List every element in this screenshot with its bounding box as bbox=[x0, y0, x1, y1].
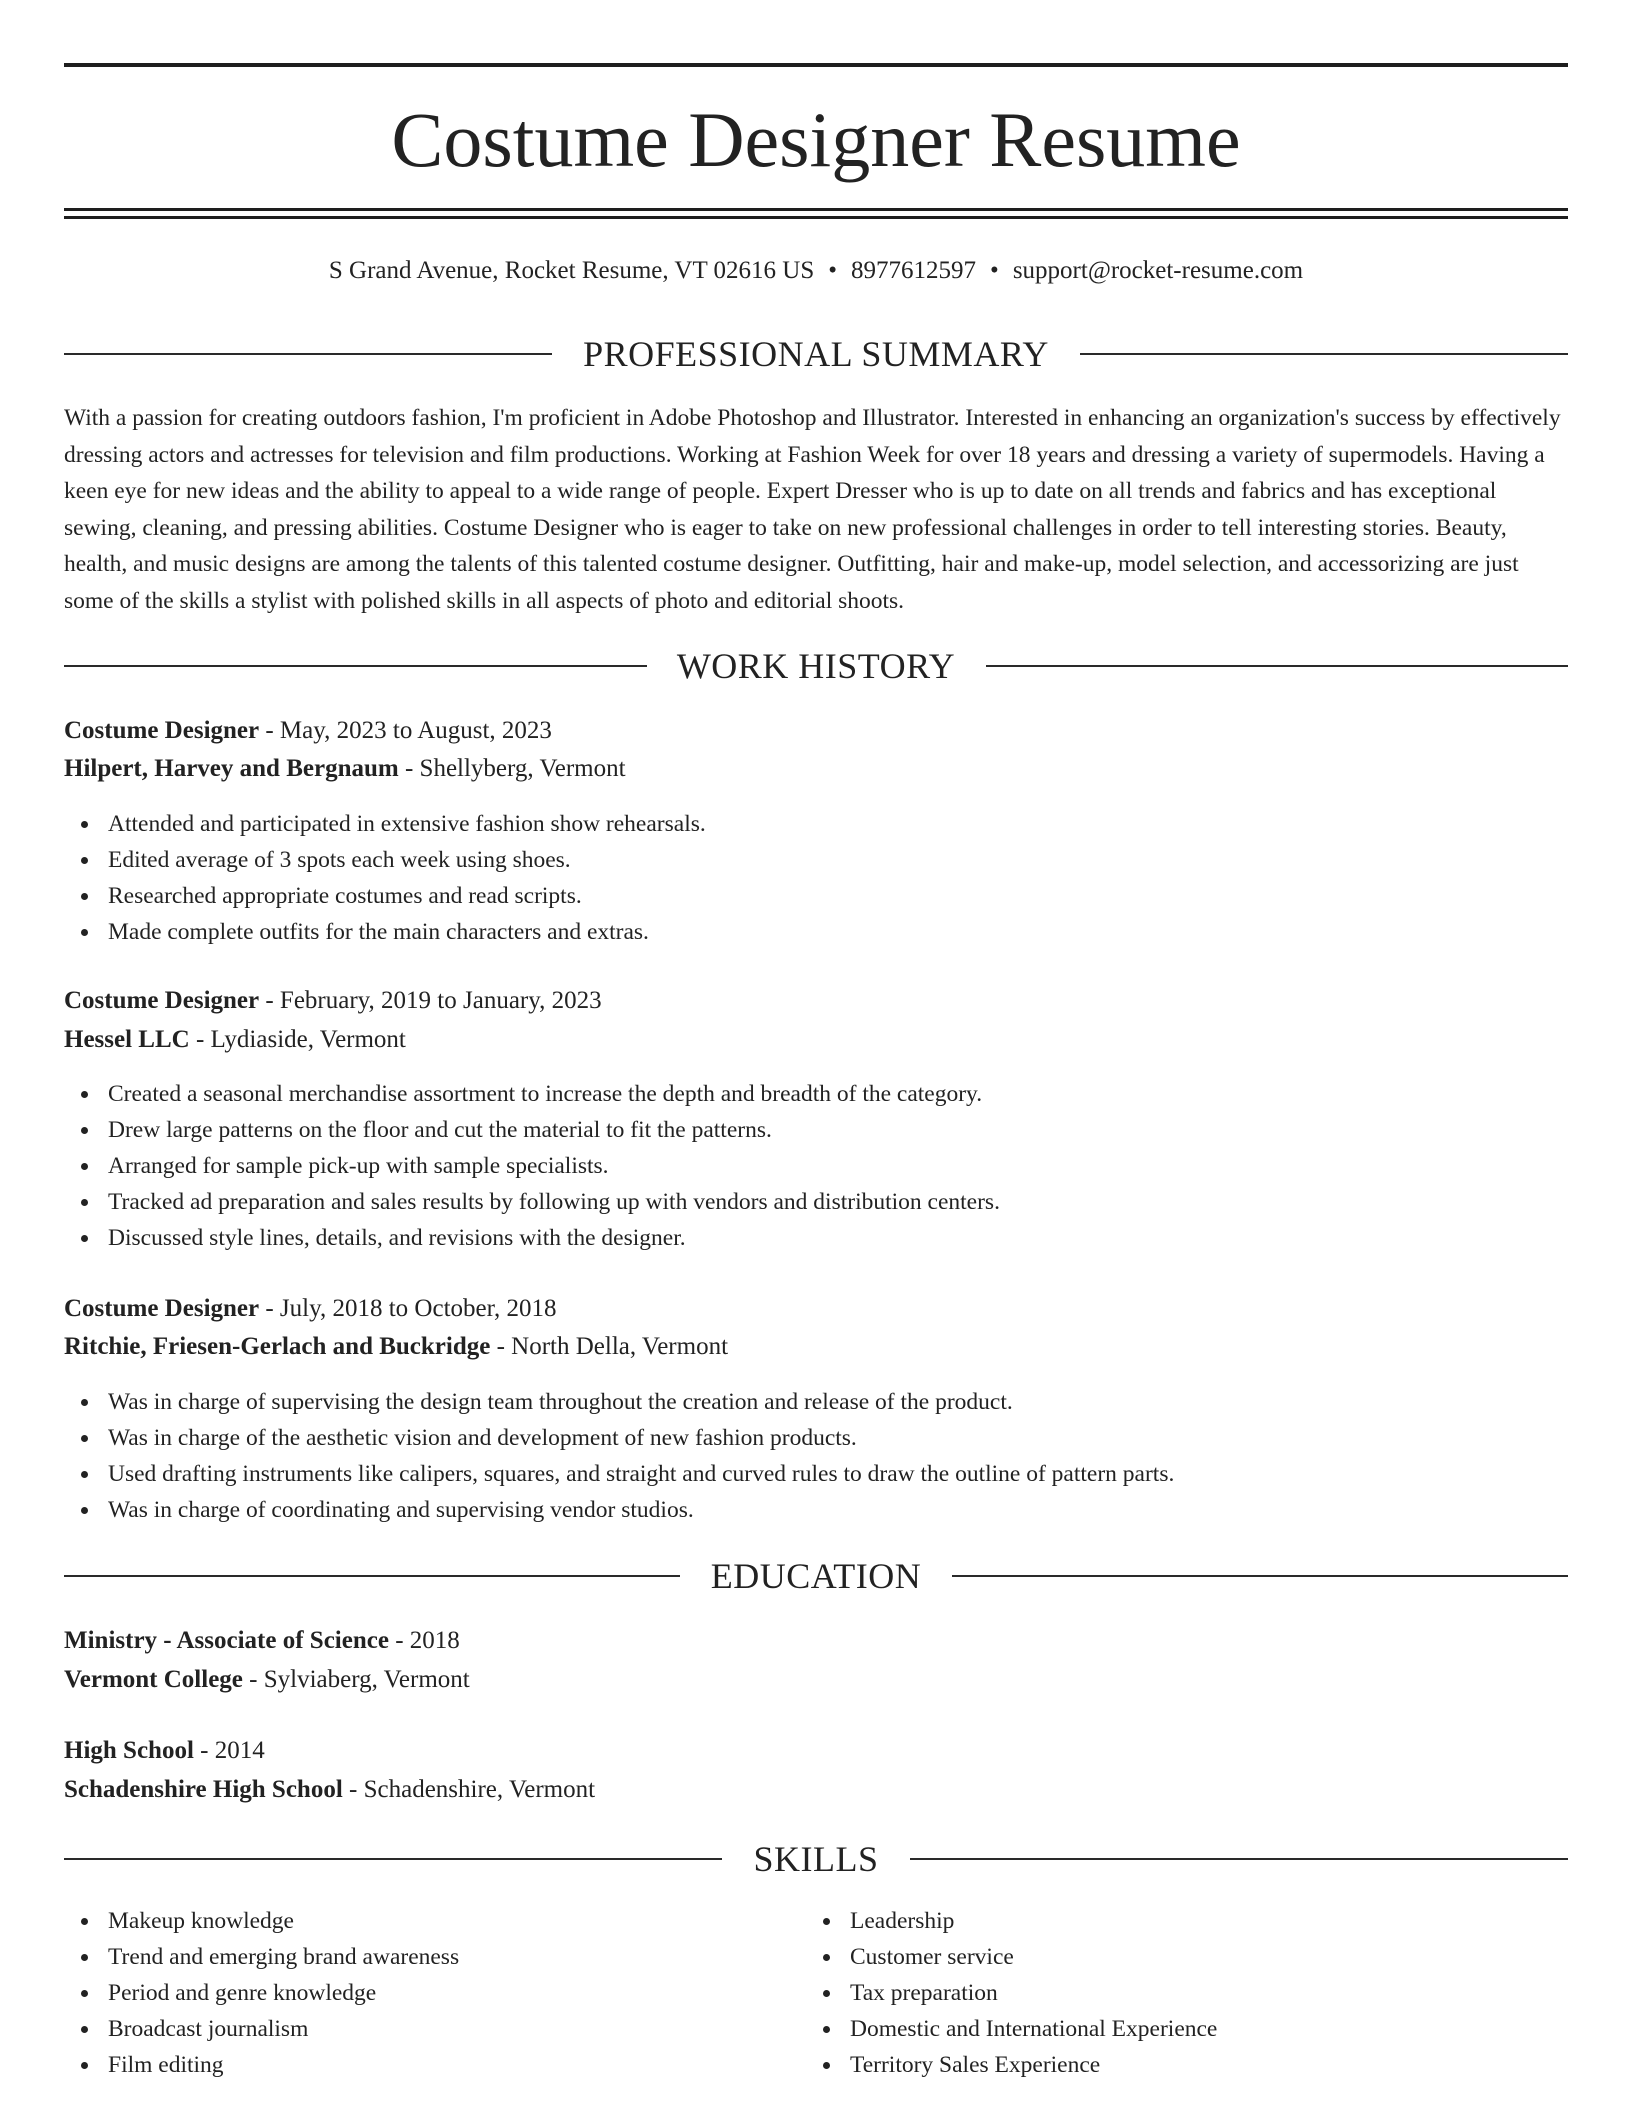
job-title-line bbox=[64, 983, 1568, 1019]
job-employer-line bbox=[64, 1022, 1568, 1058]
list-item: Discussed style lines, details, and revisions with the designer. bbox=[64, 1220, 1568, 1256]
section-title: SKILLS bbox=[753, 1839, 879, 1879]
education-degree-line bbox=[64, 1623, 1568, 1659]
contact-address: S Grand Avenue, Rocket Resume, VT 02616 US bbox=[328, 257, 815, 284]
contact-email[interactable]: support@rocket-resume.com bbox=[1012, 257, 1304, 284]
section-heading-summary bbox=[64, 332, 1568, 376]
education-location: - Schadenshire, Vermont bbox=[342, 1776, 596, 1803]
section-heading-skills bbox=[64, 1837, 1568, 1881]
job-location: - Shellyberg, Vermont bbox=[398, 755, 626, 782]
job-employer-line bbox=[64, 751, 1568, 787]
contact-line bbox=[64, 253, 1568, 289]
list-item: Used drafting instruments like calipers, squares, and straight and curved rules to draw the outline of pattern parts. bbox=[64, 1456, 1568, 1492]
page-title: Costume Designer Resume bbox=[391, 96, 1241, 183]
job-location: - Lydiaside, Vermont bbox=[189, 1026, 406, 1053]
list-item: Was in charge of the aesthetic vision and development of new fashion products. bbox=[64, 1420, 1568, 1456]
list-item: Makeup knowledge bbox=[64, 1903, 764, 1939]
job-title-line bbox=[64, 1291, 1568, 1327]
skills-list-right bbox=[806, 1903, 1568, 2083]
list-item: Film editing bbox=[64, 2047, 764, 2083]
list-item: Arranged for sample pick-up with sample specialists. bbox=[64, 1148, 1568, 1184]
job-title: Costume Designer bbox=[64, 717, 260, 744]
job-title: Costume Designer bbox=[64, 987, 260, 1014]
list-item: Domestic and International Experience bbox=[806, 2011, 1568, 2047]
education-year: - 2014 bbox=[193, 1737, 265, 1764]
list-item: Leadership bbox=[806, 1903, 1568, 1939]
list-item: Drew large patterns on the floor and cut the material to fit the patterns. bbox=[64, 1112, 1568, 1148]
list-item: Was in charge of coordinating and supervising vendor studios. bbox=[64, 1492, 1568, 1528]
skills-list-left bbox=[64, 1903, 764, 2083]
job-bullets bbox=[64, 806, 1568, 950]
section-title: EDUCATION bbox=[710, 1556, 922, 1596]
section-heading-work-history bbox=[64, 644, 1568, 688]
education-school: Vermont College bbox=[64, 1666, 243, 1693]
header-top-rule bbox=[64, 63, 1568, 67]
section-title: WORK HISTORY bbox=[676, 646, 956, 686]
job-employer: Hilpert, Harvey and Bergnaum bbox=[64, 755, 399, 782]
education-year: - 2018 bbox=[388, 1627, 460, 1654]
job-dates: - February, 2019 to January, 2023 bbox=[259, 987, 602, 1014]
header-rule-lower bbox=[64, 216, 1568, 219]
list-item: Tracked ad preparation and sales results by following up with vendors and distribution centers. bbox=[64, 1184, 1568, 1220]
job-location: - North Della, Vermont bbox=[490, 1333, 729, 1360]
job-title: Costume Designer bbox=[64, 1295, 260, 1322]
list-item: Broadcast journalism bbox=[64, 2011, 764, 2047]
section-heading-education bbox=[64, 1554, 1568, 1598]
list-item: Researched appropriate costumes and read scripts. bbox=[64, 878, 1568, 914]
list-item: Tax preparation bbox=[806, 1975, 1568, 2011]
job-bullets bbox=[64, 1384, 1568, 1528]
list-item: Territory Sales Experience bbox=[806, 2047, 1568, 2083]
education-degree: High School bbox=[64, 1737, 194, 1764]
summary-text: With a passion for creating outdoors fashion, I'm proficient in Adobe Photoshop and Illustrator. Interested in enhancing an organization's success by effectively dressing actors and actresses for television and film productions. Working at Fashion Week for over 18 years and dressing a variety of supermodels. Having a keen eye for new ideas and the ability to appeal to a wide range of people. Expert Dresser who is up to date on all trends and fabrics and has exceptional sewing, cleaning, and pressing abilities. Costume Designer who is eager to take on new professional challenges in order to tell interesting stories. Beauty, health, and music designs are among the talents of this talented costume designer. Outfitting, hair and make-up, model selection, and accessorizing are just some of the skills a stylist with polished skills in all aspects of photo and editorial shoots. bbox=[64, 405, 1561, 614]
list-item: Edited average of 3 spots each week using shoes. bbox=[64, 842, 1568, 878]
job-title-line bbox=[64, 713, 1568, 749]
list-item: Customer service bbox=[806, 1939, 1568, 1975]
education-school-line bbox=[64, 1662, 1568, 1698]
list-item: Period and genre knowledge bbox=[64, 1975, 764, 2011]
education-location: - Sylviaberg, Vermont bbox=[242, 1666, 470, 1693]
contact-separator: • bbox=[828, 257, 838, 284]
contact-separator: • bbox=[990, 257, 999, 284]
header-rule-upper bbox=[64, 208, 1568, 211]
job-employer-line bbox=[64, 1329, 1568, 1365]
education-school-line bbox=[64, 1772, 1568, 1808]
education-degree: Ministry - Associate of Science bbox=[64, 1627, 389, 1654]
job-dates: - May, 2023 to August, 2023 bbox=[259, 717, 552, 744]
contact-phone: 8977612597 bbox=[851, 257, 977, 284]
list-item: Created a seasonal merchandise assortment to increase the depth and breadth of the category. bbox=[64, 1076, 1568, 1112]
job-employer: Hessel LLC bbox=[64, 1026, 190, 1053]
job-dates: - July, 2018 to October, 2018 bbox=[259, 1295, 557, 1322]
education-school: Schadenshire High School bbox=[64, 1776, 343, 1803]
list-item: Made complete outfits for the main characters and extras. bbox=[64, 914, 1568, 950]
education-degree-line bbox=[64, 1733, 1568, 1769]
list-item: Trend and emerging brand awareness bbox=[64, 1939, 764, 1975]
section-title: PROFESSIONAL SUMMARY bbox=[583, 334, 1049, 374]
list-item: Was in charge of supervising the design team throughout the creation and release of the product. bbox=[64, 1384, 1568, 1420]
list-item: Attended and participated in extensive fashion show rehearsals. bbox=[64, 806, 1568, 842]
job-employer: Ritchie, Friesen-Gerlach and Buckridge bbox=[64, 1333, 491, 1360]
job-bullets bbox=[64, 1076, 1568, 1256]
